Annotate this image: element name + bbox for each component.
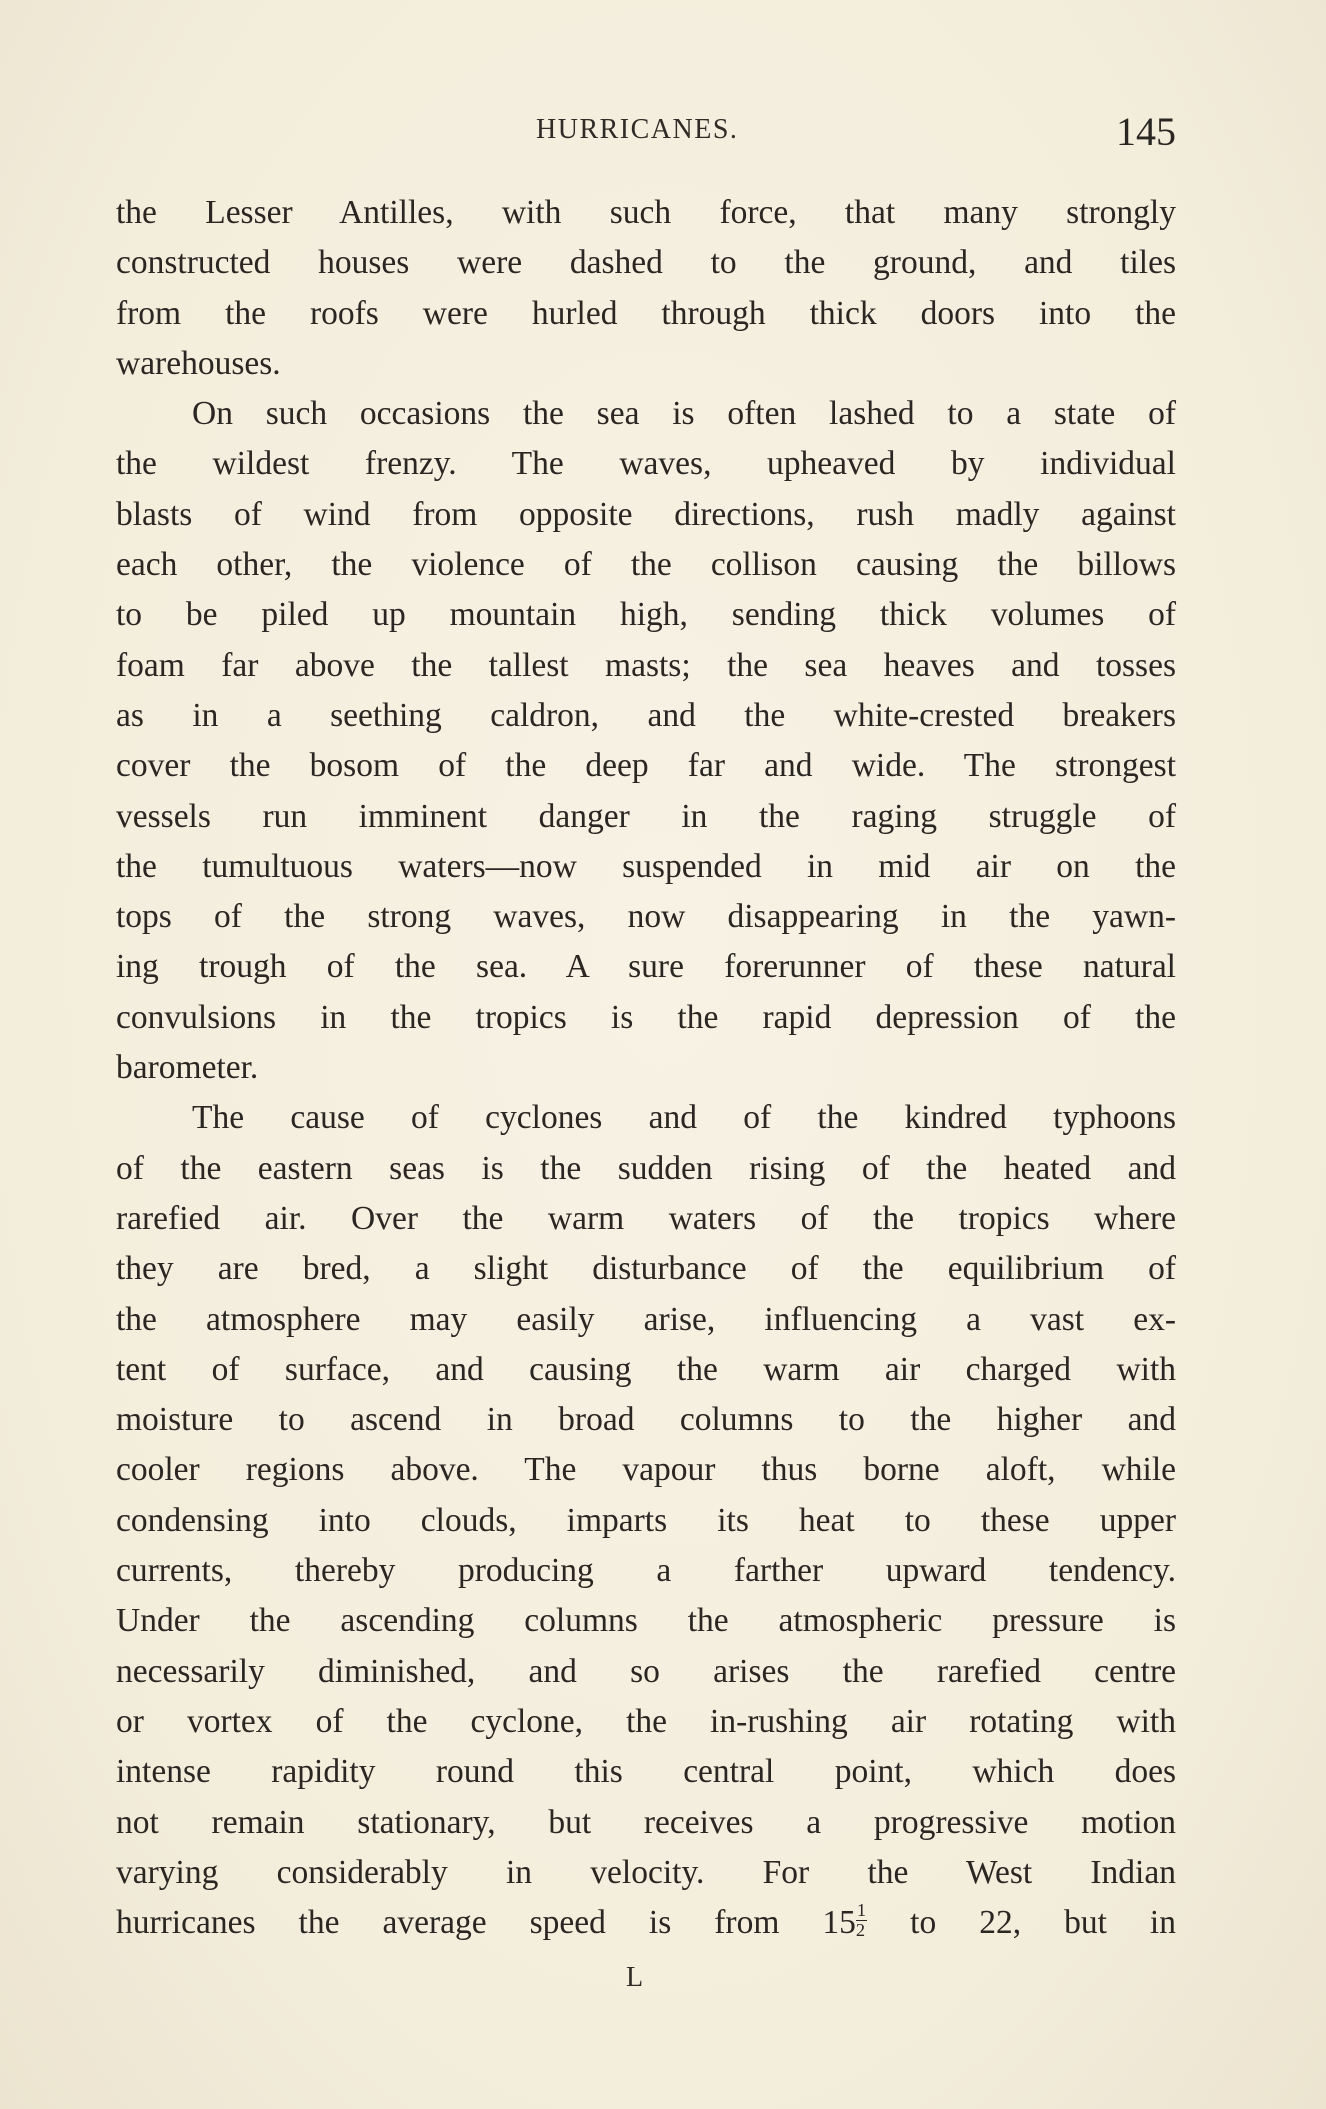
text-line: cooler regions above. The vapour thus borne aloft, while xyxy=(116,1451,1176,1489)
text-line: warehouses. xyxy=(116,344,281,382)
text-line-with-fraction xyxy=(116,1898,1176,1948)
text-line: as in a seething caldron, and the white-crested breakers xyxy=(116,696,1176,734)
fraction-one-half xyxy=(856,1901,867,1939)
text-line: ing trough of the sea. A sure forerunner of these natural xyxy=(116,948,1176,986)
text-line: to be piled up mountain high, sending thick volumes of xyxy=(116,596,1176,634)
text-line: blasts of wind from opposite directions, rush madly against xyxy=(116,495,1176,533)
text-line: foam far above the tallest masts; the sea heaves and tosses xyxy=(116,646,1176,684)
text-run: hurricanes the average speed is from 15 xyxy=(116,1904,856,1942)
text-line: they are bred, a slight disturbance of the equilibrium of xyxy=(116,1250,1176,1288)
text-line: On such occasions the sea is often lashed to a state of xyxy=(192,395,1176,433)
page-header xyxy=(116,108,1176,154)
page-number: 145 xyxy=(1116,109,1176,154)
text-line: tent of surface, and causing the warm air charged with xyxy=(116,1350,1176,1388)
text-line: necessarily diminished, and so arises the rarefied centre xyxy=(116,1652,1176,1690)
text-line: vessels run imminent danger in the raging struggle of xyxy=(116,797,1176,835)
text-line: The cause of cyclones and of the kindred typhoons xyxy=(192,1099,1176,1137)
text-line: or vortex of the cyclone, the in-rushing air rotating with xyxy=(116,1702,1176,1740)
text-line: not remain stationary, but receives a progressive motion xyxy=(116,1803,1176,1841)
text-line: cover the bosom of the deep far and wide. The strongest xyxy=(116,747,1176,785)
text-line: the Lesser Antilles, with such force, that many strongly xyxy=(116,194,1176,231)
body-text xyxy=(116,188,1176,1948)
fraction-numerator: 1 xyxy=(856,1900,867,1921)
text-line: barometer. xyxy=(116,1049,259,1087)
text-line: condensing into clouds, imparts its heat to these upper xyxy=(116,1501,1176,1539)
text-line: from the roofs were hurled through thick doors into the xyxy=(116,294,1176,332)
text-line: the tumultuous waters—now suspended in mid air on the xyxy=(116,847,1176,885)
fraction-denominator: 2 xyxy=(855,1919,866,1940)
text-line: the wildest frenzy. The waves, upheaved by individual xyxy=(116,445,1176,483)
text-line: moisture to ascend in broad columns to the higher and xyxy=(116,1401,1176,1439)
text-line: intense rapidity round this central point, which does xyxy=(116,1753,1176,1791)
text-line: each other, the violence of the collison causing the billows xyxy=(116,546,1176,584)
text-line: convulsions in the tropics is the rapid depression of the xyxy=(116,998,1176,1036)
text-line: Under the ascending columns the atmospheric pressure is xyxy=(116,1602,1176,1640)
signature-mark: L xyxy=(626,1962,645,1993)
text-line: currents, thereby producing a farther upward tendency. xyxy=(116,1552,1176,1590)
text-line: varying considerably in velocity. For the West Indian xyxy=(116,1853,1176,1891)
text-line: the atmosphere may easily arise, influencing a vast ex- xyxy=(116,1300,1176,1338)
running-head: HURRICANES. xyxy=(536,114,739,145)
text-line: tops of the strong waves, now disappearing in the yawn- xyxy=(116,898,1176,936)
text-line: constructed houses were dashed to the ground, and tiles xyxy=(116,244,1176,282)
text-line: of the eastern seas is the sudden rising of the heated and xyxy=(116,1149,1176,1187)
text-line: rarefied air. Over the warm waters of the tropics where xyxy=(116,1199,1176,1237)
text-run: to 22, but in xyxy=(867,1904,1176,1942)
